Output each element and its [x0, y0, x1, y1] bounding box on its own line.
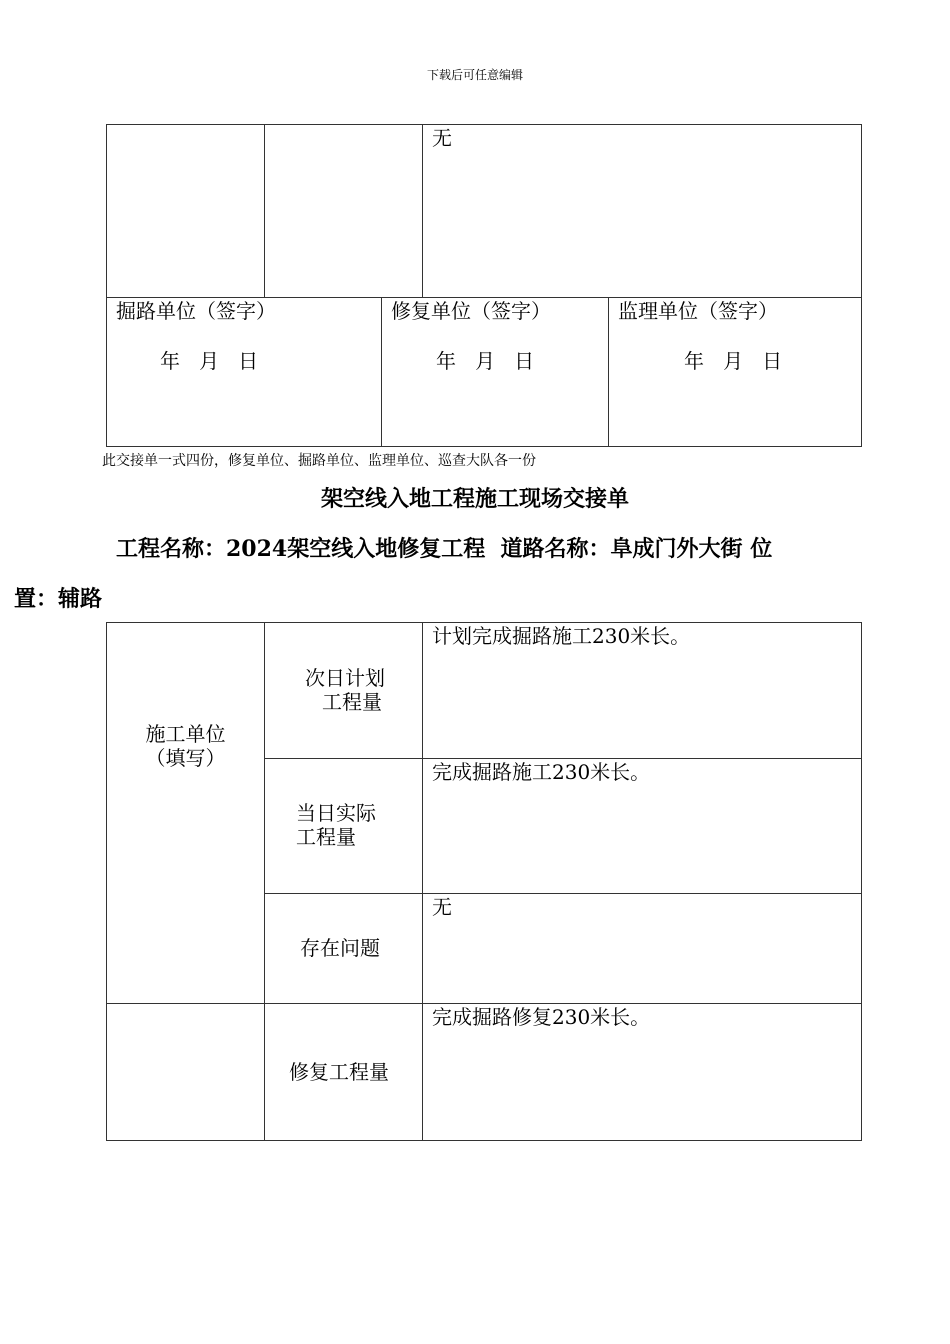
copies-note: 此交接单一式四份，修复单位、掘路单位、监理单位、巡查大队各一份 [102, 453, 536, 469]
repair-unit-date: 年 月 日 [436, 349, 535, 373]
project-info-line1: 工程名称：2024架空线入地修复工程 道路名称：阜成门外大街 位 [116, 536, 773, 562]
construction-unit-label: 施工单位 [145, 722, 226, 746]
issues-label: 存在问题 [300, 936, 380, 960]
repair-quantity-label: 修复工程量 [289, 1060, 389, 1084]
supervision-unit-date: 年 月 日 [684, 349, 783, 373]
issues-content: 无 [432, 895, 452, 919]
actual-work-label-line1: 当日实际 [296, 801, 376, 825]
next-day-plan-label-line2: 工程量 [322, 690, 382, 714]
excavation-unit-sign-label: 掘路单位（签字） [116, 299, 276, 323]
actual-work-label-line2: 工程量 [296, 825, 356, 849]
next-day-plan-content: 计划完成掘路施工230米长。 [432, 624, 691, 648]
repair-unit-sign-label: 修复单位（签字） [391, 299, 551, 323]
excavation-unit-date: 年 月 日 [160, 349, 259, 373]
repair-quantity-content: 完成掘路修复230米长。 [432, 1005, 651, 1029]
construction-unit-fill-note: （填写） [145, 746, 226, 770]
header-note: 下载后可任意编辑 [426, 68, 523, 82]
actual-work-content: 完成掘路施工230米长。 [432, 760, 651, 784]
next-day-plan-label-line1: 次日计划 [305, 666, 385, 690]
form-title: 架空线入地工程施工现场交接单 [320, 486, 629, 512]
project-info-line2: 置：辅路 [14, 586, 103, 612]
top-row-content: 无 [432, 126, 452, 150]
supervision-unit-sign-label: 监理单位（签字） [618, 299, 778, 323]
